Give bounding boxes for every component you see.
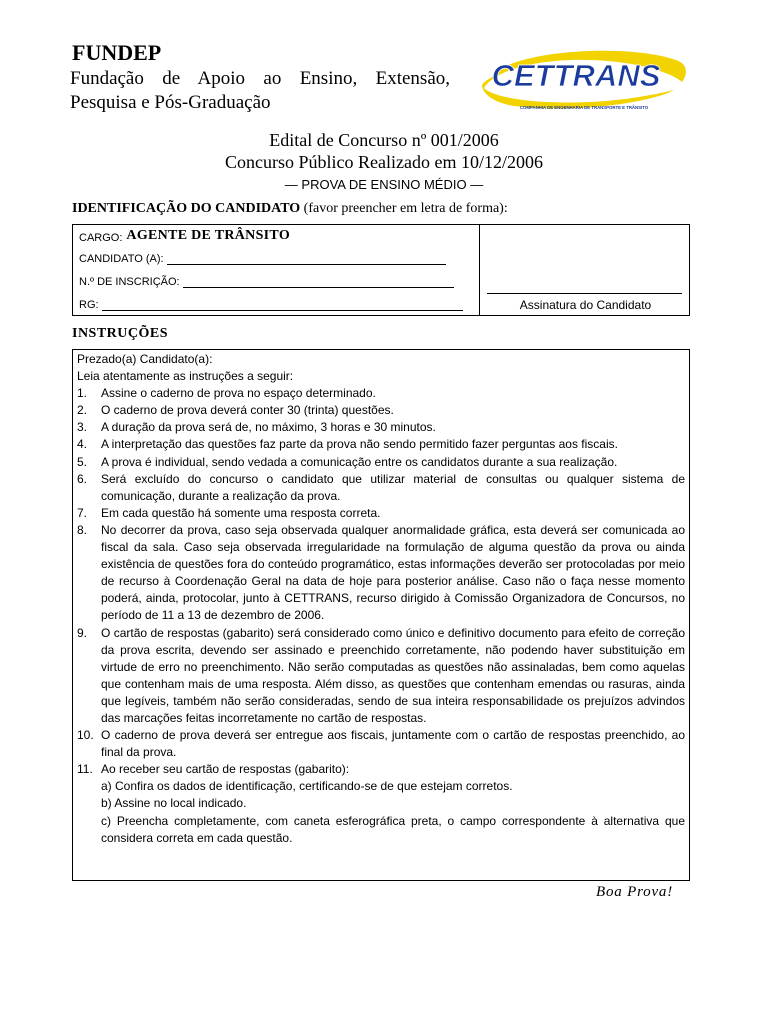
instruction-subitem: b) Assine no local indicado. xyxy=(101,796,247,811)
org-full-name-line2: Pesquisa e Pós-Graduação xyxy=(70,92,271,113)
instruction-number: 4. xyxy=(77,437,88,452)
instruction-item xyxy=(77,385,685,402)
instruction-item xyxy=(77,454,685,471)
identification-fields xyxy=(73,225,480,315)
exam-level: — PROVA DE ENSINO MÉDIO — xyxy=(284,177,484,192)
candidato-row xyxy=(79,253,446,265)
instruction-item xyxy=(77,436,685,453)
instruction-text: O cartão de respostas (gabarito) será considerado como único e definitivo documento para efeito de correção da prova escrita, devendo ser assinado e preenchido corretamente, não podendo haver substituição em virtude de erro no preenchimento. Não serão computadas as questões não assinaladas, bem como aquelas que contenham mais de uma resposta. Além disso, as questões que contenham emendas ou rasuras, ainda que legíveis, também não serão consideradas, sendo de sua inteira responsabilidade os prejuízos advindos das marcações feitas incorretamente no cartão de respostas. xyxy=(101,625,685,725)
edital-number: Edital de Concurso nº 001/2006 xyxy=(269,130,499,150)
instruction-number: 5. xyxy=(77,454,88,469)
instructions-intro: Leia atentamente as instruções a seguir: xyxy=(77,369,294,384)
cargo-label: CARGO: xyxy=(79,232,123,244)
instruction-number: 8. xyxy=(77,522,88,537)
instruction-number: 3. xyxy=(77,420,88,435)
instruction-text: Será excluído do concurso o candidato que utilizar material de consultas ou qualquer sistema de comunicação, durante a realização da prova. xyxy=(101,471,685,503)
rg-row xyxy=(79,299,463,311)
logo-wordmark: CETTRANS xyxy=(491,58,661,93)
instructions-heading: INSTRUÇÕES xyxy=(72,326,169,341)
rg-field[interactable] xyxy=(102,300,463,311)
inscricao-field[interactable] xyxy=(183,277,454,288)
cettrans-logo xyxy=(474,46,690,114)
candidato-label: CANDIDATO (A): xyxy=(79,253,164,265)
instruction-text: Ao receber seu cartão de respostas (gabarito): xyxy=(101,762,350,777)
instruction-item xyxy=(77,727,685,761)
instruction-number: 10. xyxy=(77,728,94,743)
identification-heading xyxy=(72,201,508,217)
org-full-name-line1: Fundação de Apoio ao Ensino, Extensão, xyxy=(70,68,450,89)
instruction-text: Em cada questão há somente uma resposta correta. xyxy=(101,505,381,520)
identification-heading-note: (favor preencher em letra de forma): xyxy=(303,201,508,216)
instruction-item xyxy=(77,402,685,419)
instruction-item xyxy=(77,522,685,625)
instructions-greeting: Prezado(a) Candidato(a): xyxy=(77,352,213,366)
instruction-text: A prova é individual, sendo vedada a comunicação entre os candidatos durante a sua realização. xyxy=(101,454,618,469)
instruction-subitem: c) Preencha completamente, com caneta esferográfica preta, o campo correspondente à alternativa que considera correta em cada questão. xyxy=(101,813,685,845)
instruction-text: A interpretação das questões faz parte da prova não sendo permitido fazer perguntas aos fiscais. xyxy=(101,437,618,452)
rg-label: RG: xyxy=(79,299,99,311)
instruction-number: 6. xyxy=(77,471,88,486)
instruction-number: 9. xyxy=(77,625,88,640)
cargo-row xyxy=(79,228,290,244)
signature-label: Assinatura do Candidato xyxy=(519,298,652,312)
inscricao-row xyxy=(79,276,454,288)
instruction-item xyxy=(77,419,685,436)
instruction-text: O caderno de prova deverá conter 30 (trinta) questões. xyxy=(101,403,394,418)
instructions-list xyxy=(77,385,685,847)
instruction-subitem: a) Confira os dados de identificação, certificando-se de que estejam corretos. xyxy=(101,779,513,794)
instruction-text: No decorrer da prova, caso seja observada qualquer anormalidade gráfica, esta deverá ser comunicada ao fiscal da sala. Caso seja observada irregularidade na formulação de alguma questão da prova ou ainda existência de questões fora do conteúdo programático, estas informações deverão ser protocoladas por meio de recurso à Coordenação Geral na data de hoje para posterior análise. Caso não o faça nesse momento poderá, ainda, protocolar, junto à CETTRANS, recurso dirigido à Comissão Organizadora de Concursos, no período de 11 a 13 de dezembro de 2006. xyxy=(101,522,685,623)
org-full-name xyxy=(70,67,450,115)
closing-text: Boa Prova! xyxy=(596,884,674,900)
identification-heading-title: IDENTIFICAÇÃO DO CANDIDATO xyxy=(72,201,301,216)
instruction-item xyxy=(77,471,685,505)
instruction-number: 1. xyxy=(77,386,88,401)
candidato-field[interactable] xyxy=(167,254,446,265)
instruction-text: Assine o caderno de prova no espaço determinado. xyxy=(101,386,376,401)
logo-tagline: COMPANHIA DE ENGENHARIA DE TRANSPORTE E TRÂNSITO xyxy=(519,105,649,110)
instruction-text: A duração da prova será de, no máximo, 3 horas e 30 minutos. xyxy=(101,420,436,435)
identification-box xyxy=(72,224,690,316)
signature-field[interactable] xyxy=(487,293,682,294)
instruction-item xyxy=(77,761,685,846)
instruction-number: 2. xyxy=(77,403,88,418)
instruction-item xyxy=(77,625,685,728)
instruction-number: 7. xyxy=(77,505,88,520)
instructions-box xyxy=(72,349,690,881)
edital-date: Concurso Público Realizado em 10/12/2006 xyxy=(225,152,543,172)
instruction-item xyxy=(77,505,685,522)
cargo-value: AGENTE DE TRÂNSITO xyxy=(126,228,291,243)
org-acronym: FUNDEP xyxy=(72,40,162,65)
instruction-number: 11. xyxy=(77,762,93,777)
instruction-text: O caderno de prova deverá ser entregue aos fiscais, juntamente com o cartão de respostas preenchido, ao final da prova. xyxy=(101,728,685,760)
inscricao-label: N.º DE INSCRIÇÃO: xyxy=(79,276,180,288)
